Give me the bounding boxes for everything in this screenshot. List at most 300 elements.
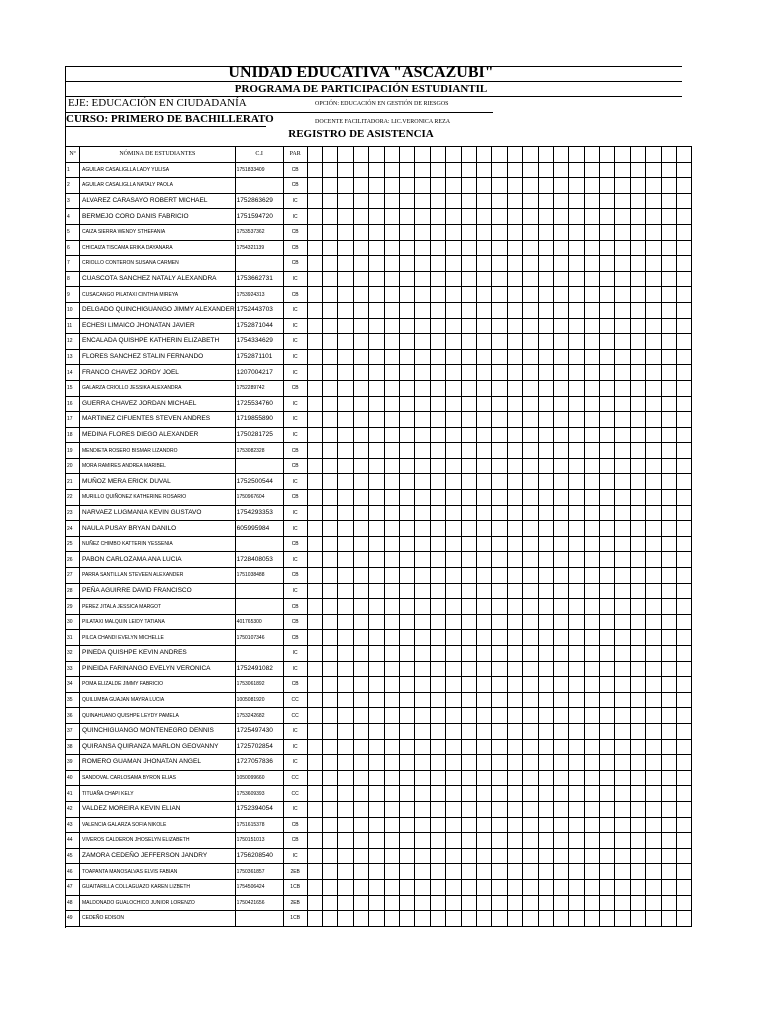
attendance-cell[interactable] [677,552,692,568]
attendance-cell[interactable] [600,427,615,443]
attendance-cell[interactable] [492,427,507,443]
attendance-cell[interactable] [446,630,461,646]
attendance-cell[interactable] [538,911,553,927]
attendance-cell[interactable] [323,349,338,365]
attendance-cell[interactable] [476,614,491,630]
attendance-cell[interactable] [646,271,661,287]
attendance-cell[interactable] [538,786,553,802]
attendance-cell[interactable] [400,911,415,927]
attendance-cell[interactable] [492,770,507,786]
attendance-cell[interactable] [646,708,661,724]
attendance-cell[interactable] [646,568,661,584]
attendance-cell[interactable] [430,365,445,381]
attendance-cell[interactable] [384,287,399,303]
attendance-cell[interactable] [538,458,553,474]
attendance-cell[interactable] [476,801,491,817]
attendance-cell[interactable] [338,677,353,693]
attendance-cell[interactable] [615,490,630,506]
attendance-cell[interactable] [615,302,630,318]
attendance-cell[interactable] [353,396,368,412]
attendance-cell[interactable] [384,739,399,755]
attendance-cell[interactable] [600,521,615,537]
attendance-cell[interactable] [307,661,322,677]
attendance-cell[interactable] [646,599,661,615]
attendance-cell[interactable] [430,224,445,240]
attendance-cell[interactable] [615,474,630,490]
attendance-cell[interactable] [507,692,522,708]
attendance-cell[interactable] [646,412,661,428]
attendance-cell[interactable] [569,739,584,755]
attendance-cell[interactable] [523,661,538,677]
attendance-cell[interactable] [507,474,522,490]
attendance-cell[interactable] [661,599,676,615]
attendance-cell[interactable] [369,599,384,615]
attendance-cell[interactable] [584,365,599,381]
attendance-cell[interactable] [353,692,368,708]
attendance-cell[interactable] [461,209,476,225]
attendance-cell[interactable] [384,209,399,225]
attendance-cell[interactable] [307,490,322,506]
attendance-cell[interactable] [569,661,584,677]
attendance-cell[interactable] [584,240,599,256]
attendance-cell[interactable] [338,879,353,895]
attendance-cell[interactable] [492,396,507,412]
attendance-cell[interactable] [584,739,599,755]
attendance-cell[interactable] [600,723,615,739]
attendance-cell[interactable] [446,661,461,677]
attendance-cell[interactable] [661,443,676,459]
attendance-cell[interactable] [430,178,445,194]
attendance-cell[interactable] [584,552,599,568]
attendance-cell[interactable] [600,770,615,786]
attendance-cell[interactable] [615,770,630,786]
attendance-cell[interactable] [630,879,645,895]
attendance-cell[interactable] [661,427,676,443]
attendance-cell[interactable] [353,552,368,568]
attendance-cell[interactable] [323,739,338,755]
attendance-cell[interactable] [538,521,553,537]
attendance-cell[interactable] [476,770,491,786]
attendance-cell[interactable] [369,786,384,802]
attendance-cell[interactable] [476,786,491,802]
attendance-cell[interactable] [584,178,599,194]
attendance-cell[interactable] [492,677,507,693]
attendance-cell[interactable] [430,568,445,584]
attendance-cell[interactable] [384,318,399,334]
attendance-cell[interactable] [538,817,553,833]
attendance-cell[interactable] [400,256,415,272]
attendance-cell[interactable] [646,536,661,552]
attendance-cell[interactable] [492,552,507,568]
attendance-cell[interactable] [569,209,584,225]
attendance-cell[interactable] [476,380,491,396]
attendance-cell[interactable] [600,677,615,693]
attendance-cell[interactable] [492,786,507,802]
attendance-cell[interactable] [492,739,507,755]
attendance-cell[interactable] [384,490,399,506]
attendance-cell[interactable] [615,162,630,178]
attendance-cell[interactable] [600,334,615,350]
attendance-cell[interactable] [400,318,415,334]
attendance-cell[interactable] [415,380,430,396]
attendance-cell[interactable] [430,193,445,209]
attendance-cell[interactable] [415,692,430,708]
attendance-cell[interactable] [492,646,507,662]
attendance-cell[interactable] [661,864,676,880]
attendance-cell[interactable] [492,723,507,739]
attendance-cell[interactable] [338,552,353,568]
attendance-cell[interactable] [677,879,692,895]
attendance-cell[interactable] [384,302,399,318]
attendance-cell[interactable] [646,692,661,708]
attendance-cell[interactable] [384,505,399,521]
attendance-cell[interactable] [553,443,568,459]
attendance-cell[interactable] [400,599,415,615]
attendance-cell[interactable] [353,162,368,178]
attendance-cell[interactable] [446,302,461,318]
attendance-cell[interactable] [492,443,507,459]
attendance-cell[interactable] [307,193,322,209]
attendance-cell[interactable] [461,412,476,428]
attendance-cell[interactable] [553,583,568,599]
attendance-cell[interactable] [615,833,630,849]
attendance-cell[interactable] [476,302,491,318]
attendance-cell[interactable] [307,458,322,474]
attendance-cell[interactable] [646,770,661,786]
attendance-cell[interactable] [661,661,676,677]
attendance-cell[interactable] [677,911,692,927]
attendance-cell[interactable] [461,911,476,927]
attendance-cell[interactable] [538,271,553,287]
attendance-cell[interactable] [569,692,584,708]
attendance-cell[interactable] [446,708,461,724]
attendance-cell[interactable] [323,770,338,786]
attendance-cell[interactable] [661,271,676,287]
attendance-cell[interactable] [461,365,476,381]
attendance-cell[interactable] [538,614,553,630]
attendance-cell[interactable] [630,536,645,552]
attendance-cell[interactable] [646,614,661,630]
attendance-cell[interactable] [492,380,507,396]
attendance-cell[interactable] [492,536,507,552]
attendance-cell[interactable] [661,911,676,927]
attendance-cell[interactable] [507,817,522,833]
attendance-cell[interactable] [600,474,615,490]
attendance-cell[interactable] [461,786,476,802]
attendance-cell[interactable] [430,490,445,506]
attendance-cell[interactable] [353,646,368,662]
attendance-cell[interactable] [430,677,445,693]
attendance-cell[interactable] [430,349,445,365]
attendance-cell[interactable] [476,895,491,911]
attendance-cell[interactable] [369,583,384,599]
attendance-cell[interactable] [476,677,491,693]
attendance-cell[interactable] [492,271,507,287]
attendance-cell[interactable] [661,240,676,256]
attendance-cell[interactable] [538,256,553,272]
attendance-cell[interactable] [476,848,491,864]
attendance-cell[interactable] [461,583,476,599]
attendance-cell[interactable] [677,739,692,755]
attendance-cell[interactable] [615,349,630,365]
attendance-cell[interactable] [630,162,645,178]
attendance-cell[interactable] [323,427,338,443]
attendance-cell[interactable] [584,723,599,739]
attendance-cell[interactable] [492,630,507,646]
attendance-cell[interactable] [584,318,599,334]
attendance-cell[interactable] [538,490,553,506]
attendance-cell[interactable] [476,224,491,240]
attendance-cell[interactable] [400,723,415,739]
attendance-cell[interactable] [538,349,553,365]
attendance-cell[interactable] [677,521,692,537]
attendance-cell[interactable] [476,427,491,443]
attendance-cell[interactable] [507,256,522,272]
attendance-cell[interactable] [461,864,476,880]
attendance-cell[interactable] [538,380,553,396]
attendance-cell[interactable] [646,864,661,880]
attendance-cell[interactable] [307,552,322,568]
attendance-cell[interactable] [415,817,430,833]
attendance-cell[interactable] [553,302,568,318]
attendance-cell[interactable] [569,817,584,833]
attendance-cell[interactable] [461,224,476,240]
attendance-cell[interactable] [384,349,399,365]
attendance-cell[interactable] [615,380,630,396]
attendance-cell[interactable] [384,240,399,256]
attendance-cell[interactable] [492,755,507,771]
attendance-cell[interactable] [553,412,568,428]
attendance-cell[interactable] [400,739,415,755]
attendance-cell[interactable] [523,786,538,802]
attendance-cell[interactable] [677,287,692,303]
attendance-cell[interactable] [446,240,461,256]
attendance-cell[interactable] [677,895,692,911]
attendance-cell[interactable] [369,661,384,677]
attendance-cell[interactable] [661,365,676,381]
attendance-cell[interactable] [630,521,645,537]
attendance-cell[interactable] [661,178,676,194]
attendance-cell[interactable] [661,349,676,365]
attendance-cell[interactable] [446,193,461,209]
attendance-cell[interactable] [538,646,553,662]
attendance-cell[interactable] [615,443,630,459]
attendance-cell[interactable] [369,677,384,693]
attendance-cell[interactable] [615,614,630,630]
attendance-cell[interactable] [615,599,630,615]
attendance-cell[interactable] [461,505,476,521]
attendance-cell[interactable] [323,224,338,240]
attendance-cell[interactable] [553,521,568,537]
attendance-cell[interactable] [400,817,415,833]
attendance-cell[interactable] [677,302,692,318]
attendance-cell[interactable] [323,474,338,490]
attendance-cell[interactable] [446,692,461,708]
attendance-cell[interactable] [461,848,476,864]
attendance-cell[interactable] [492,193,507,209]
attendance-cell[interactable] [307,708,322,724]
attendance-cell[interactable] [492,334,507,350]
attendance-cell[interactable] [338,864,353,880]
attendance-cell[interactable] [446,739,461,755]
attendance-cell[interactable] [384,380,399,396]
attendance-cell[interactable] [677,630,692,646]
attendance-cell[interactable] [415,599,430,615]
attendance-cell[interactable] [476,723,491,739]
attendance-cell[interactable] [369,380,384,396]
attendance-cell[interactable] [677,490,692,506]
attendance-cell[interactable] [523,178,538,194]
attendance-cell[interactable] [523,848,538,864]
attendance-cell[interactable] [461,568,476,584]
attendance-cell[interactable] [538,474,553,490]
attendance-cell[interactable] [400,521,415,537]
attendance-cell[interactable] [369,287,384,303]
attendance-cell[interactable] [569,583,584,599]
attendance-cell[interactable] [430,162,445,178]
attendance-cell[interactable] [523,490,538,506]
attendance-cell[interactable] [553,552,568,568]
attendance-cell[interactable] [492,708,507,724]
attendance-cell[interactable] [476,879,491,895]
attendance-cell[interactable] [569,755,584,771]
attendance-cell[interactable] [492,599,507,615]
attendance-cell[interactable] [430,661,445,677]
attendance-cell[interactable] [307,755,322,771]
attendance-cell[interactable] [446,412,461,428]
attendance-cell[interactable] [569,536,584,552]
attendance-cell[interactable] [630,568,645,584]
attendance-cell[interactable] [476,458,491,474]
attendance-cell[interactable] [338,630,353,646]
attendance-cell[interactable] [384,630,399,646]
attendance-cell[interactable] [384,521,399,537]
attendance-cell[interactable] [353,723,368,739]
attendance-cell[interactable] [569,365,584,381]
attendance-cell[interactable] [307,801,322,817]
attendance-cell[interactable] [584,677,599,693]
attendance-cell[interactable] [569,396,584,412]
attendance-cell[interactable] [415,723,430,739]
attendance-cell[interactable] [584,427,599,443]
attendance-cell[interactable] [584,614,599,630]
attendance-cell[interactable] [338,490,353,506]
attendance-cell[interactable] [523,396,538,412]
attendance-cell[interactable] [307,599,322,615]
attendance-cell[interactable] [630,240,645,256]
attendance-cell[interactable] [569,786,584,802]
attendance-cell[interactable] [323,162,338,178]
attendance-cell[interactable] [646,552,661,568]
attendance-cell[interactable] [523,474,538,490]
attendance-cell[interactable] [584,848,599,864]
attendance-cell[interactable] [446,646,461,662]
attendance-cell[interactable] [677,443,692,459]
attendance-cell[interactable] [369,256,384,272]
attendance-cell[interactable] [415,490,430,506]
attendance-cell[interactable] [584,864,599,880]
attendance-cell[interactable] [646,380,661,396]
attendance-cell[interactable] [415,271,430,287]
attendance-cell[interactable] [584,193,599,209]
attendance-cell[interactable] [677,583,692,599]
attendance-cell[interactable] [538,552,553,568]
attendance-cell[interactable] [353,443,368,459]
attendance-cell[interactable] [384,458,399,474]
attendance-cell[interactable] [400,661,415,677]
attendance-cell[interactable] [400,240,415,256]
attendance-cell[interactable] [461,240,476,256]
attendance-cell[interactable] [584,692,599,708]
attendance-cell[interactable] [630,599,645,615]
attendance-cell[interactable] [507,490,522,506]
attendance-cell[interactable] [400,552,415,568]
attendance-cell[interactable] [538,599,553,615]
attendance-cell[interactable] [523,708,538,724]
attendance-cell[interactable] [430,271,445,287]
attendance-cell[interactable] [569,864,584,880]
attendance-cell[interactable] [307,677,322,693]
attendance-cell[interactable] [323,599,338,615]
attendance-cell[interactable] [630,178,645,194]
attendance-cell[interactable] [323,864,338,880]
attendance-cell[interactable] [461,458,476,474]
attendance-cell[interactable] [584,879,599,895]
attendance-cell[interactable] [600,287,615,303]
attendance-cell[interactable] [461,521,476,537]
attendance-cell[interactable] [553,193,568,209]
attendance-cell[interactable] [415,521,430,537]
attendance-cell[interactable] [369,755,384,771]
attendance-cell[interactable] [307,396,322,412]
attendance-cell[interactable] [461,723,476,739]
attendance-cell[interactable] [492,879,507,895]
attendance-cell[interactable] [461,708,476,724]
attendance-cell[interactable] [476,739,491,755]
attendance-cell[interactable] [569,349,584,365]
attendance-cell[interactable] [476,599,491,615]
attendance-cell[interactable] [584,755,599,771]
attendance-cell[interactable] [630,833,645,849]
attendance-cell[interactable] [307,817,322,833]
attendance-cell[interactable] [553,318,568,334]
attendance-cell[interactable] [338,848,353,864]
attendance-cell[interactable] [461,349,476,365]
attendance-cell[interactable] [584,334,599,350]
attendance-cell[interactable] [353,474,368,490]
attendance-cell[interactable] [338,334,353,350]
attendance-cell[interactable] [600,708,615,724]
attendance-cell[interactable] [353,412,368,428]
attendance-cell[interactable] [353,536,368,552]
attendance-cell[interactable] [661,708,676,724]
attendance-cell[interactable] [323,396,338,412]
attendance-cell[interactable] [584,708,599,724]
attendance-cell[interactable] [384,552,399,568]
attendance-cell[interactable] [507,318,522,334]
attendance-cell[interactable] [600,490,615,506]
attendance-cell[interactable] [446,848,461,864]
attendance-cell[interactable] [584,661,599,677]
attendance-cell[interactable] [400,864,415,880]
attendance-cell[interactable] [661,302,676,318]
attendance-cell[interactable] [307,879,322,895]
attendance-cell[interactable] [677,271,692,287]
attendance-cell[interactable] [630,739,645,755]
attendance-cell[interactable] [677,801,692,817]
attendance-cell[interactable] [615,739,630,755]
attendance-cell[interactable] [307,443,322,459]
